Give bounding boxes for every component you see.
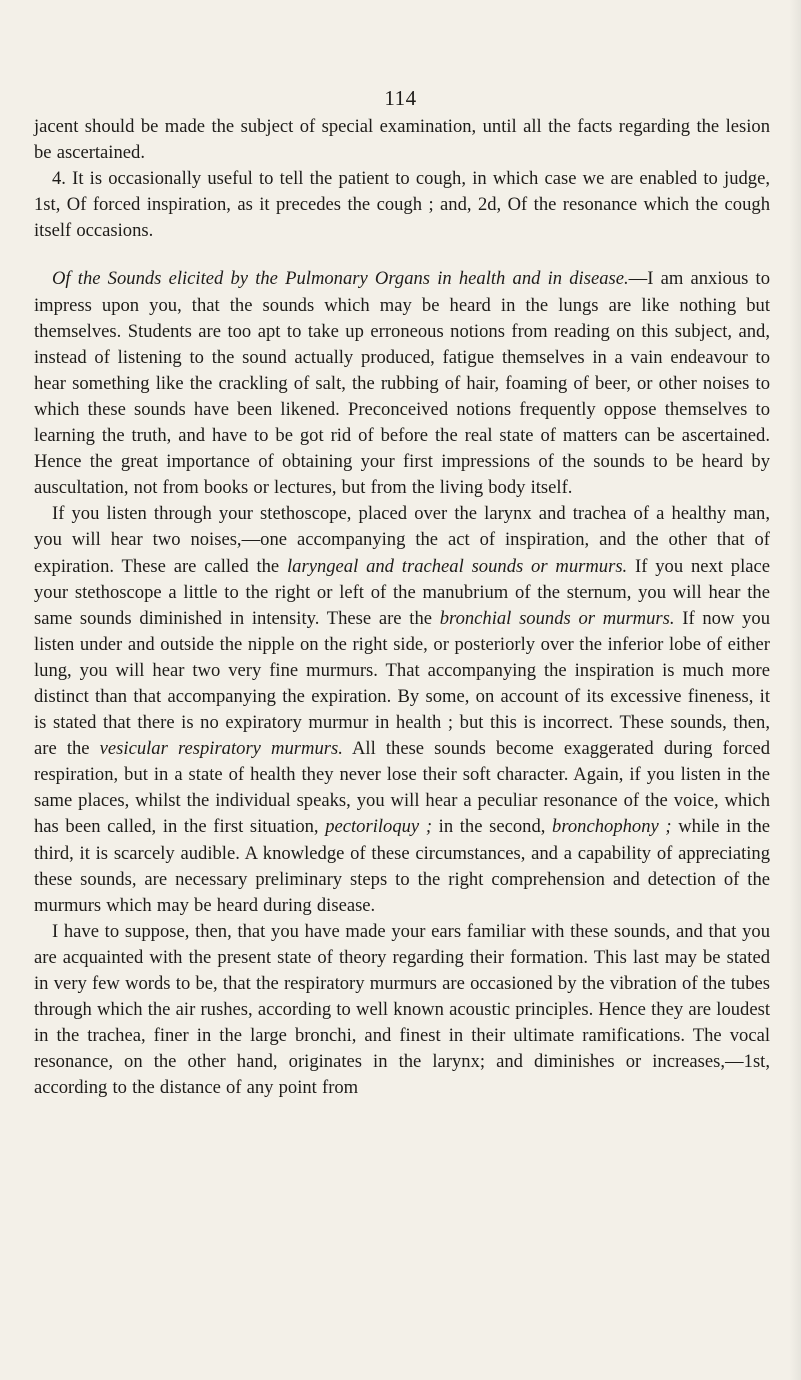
paragraph-cough xyxy=(34,166,770,244)
paragraph-continuation xyxy=(34,114,770,166)
italic-term: vesicular respiratory murmurs. xyxy=(99,738,343,760)
section-heading: Of the Sounds elicited by the Pulmonary Organs in health and in disease. xyxy=(52,268,629,290)
paragraph-stethoscope xyxy=(34,501,770,919)
paragraph-text: —I am anxious to impress upon you, that the sounds which may be heard in the lungs are like nothing but themselves. Students are too apt to take up erroneous notions from reading on this subject, and, instead of listening to the sound actually produced, fatigue themselves in a vain endeavour to hear something like the crackling of salt, the rubbing of hair, foaming of beer, or other noises to which these sounds have been likened. Preconceived notions frequently oppose themselves to learning the truth, and have to be got rid of before the real state of matters can be ascertained. Hence the great importance of obtaining your first impressions of the sounds to be heard by auscultation, not from books or lectures, but from the living body itself. xyxy=(34,268,770,499)
paragraph-text: 4. It is occasionally useful to tell the patient to cough, in which case we are enabled to judge, 1st, Of forced inspiration, as it precedes the cough ; and, 2d, Of the resonance which the cough itself occasions. xyxy=(34,168,770,242)
italic-term: bronchial sounds or murmurs. xyxy=(439,607,675,629)
paragraph-text: If you listen through your stethoscope, placed over the larynx and trachea of a healthy man, you will hear two noises,—one accompanying the act of inspiration, and the other that of expiration. These are called the xyxy=(34,503,770,577)
paragraph-text: All these sounds become exaggerated during forced respiration, but in a state of health they never lose their soft character. Again, if you listen in the same places, whilst the individual speaks, you will hear a peculiar resonance of the voice, which has been called, in the first situation, xyxy=(34,738,770,838)
italic-term: laryngeal and tracheal sounds or murmurs. xyxy=(287,555,628,577)
paragraph-text: jacent should be made the subject of special examination, until all the facts regarding the lesion be ascertained. xyxy=(34,116,770,164)
paragraph-theory xyxy=(34,919,770,1102)
paragraph-sounds-heading xyxy=(34,266,770,501)
body-text xyxy=(34,114,770,1101)
paragraph-text: If you next place your stethoscope a little to the right or left of the manubrium of the sternum, you will hear the same sounds diminished in intensity. These are the xyxy=(34,555,771,629)
italic-term: bronchophony ; xyxy=(552,816,672,838)
paragraph-text: while in the third, it is scarcely audible. A knowledge of these circumstances, and a capability of appreciating these sounds, are necessary preliminary steps to the right comprehension and detection of the murmurs which may be heard during disease. xyxy=(34,816,770,916)
paragraph-text: I have to suppose, then, that you have made your ears familiar with these sounds, and that you are acquainted with the present state of theory regarding their formation. This last may be stated in very few words to be, that the respiratory murmurs are occasioned by the vibration of the tubes through which the air rushes, according to well known acoustic principles. Hence they are loudest in the trachea, finer in the large bronchi, and finest in their ultimate ramifications. The vocal resonance, on the other hand, originates in the larynx; and diminishes or increases,—1st, according to the distance of any point from xyxy=(34,920,770,1099)
page-edge-shadow xyxy=(789,0,801,1380)
paragraph-text: If now you listen under and outside the nipple on the right side, or posteriorly over the inferior lobe of either lung, you will hear two very fine murmurs. That accompanying the inspiration is much more distinct than that accompanying the expiration. By some, on account of its excessive fineness, it is stated that there is no expiratory murmur in health ; but this is incorrect. These sounds, then, are the xyxy=(34,607,771,760)
page-number: 114 xyxy=(384,86,417,110)
paragraph-text: in the second, xyxy=(432,816,553,838)
italic-term: pectoriloquy ; xyxy=(325,816,433,838)
